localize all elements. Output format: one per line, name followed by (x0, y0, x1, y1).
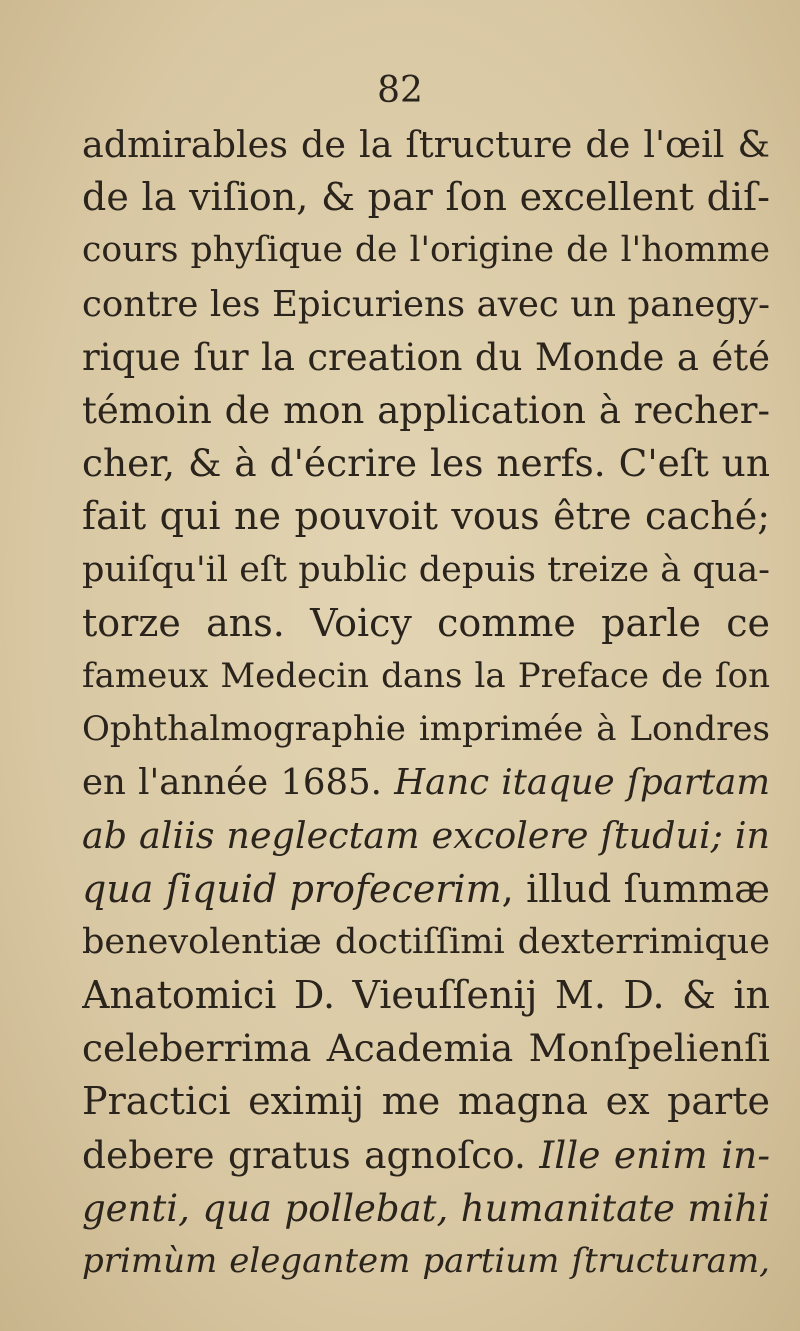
text-line (82, 756, 770, 809)
italic-text-segment: primùm elegantem partium ſtructuram, (82, 1240, 770, 1281)
text-segment: torze ans. Voicy comme parle ce (82, 600, 770, 645)
text-line (82, 1235, 770, 1288)
text-segment: admirables de la ſtructure de l'œil & (82, 123, 770, 166)
body-text (82, 118, 770, 1288)
text-line (82, 650, 770, 703)
text-segment: debere gratus agnoſco. (82, 1132, 540, 1177)
text-segment: Ophthalmographie imprimée à Londres (82, 709, 770, 750)
text-line (82, 437, 770, 490)
text-line (82, 597, 770, 650)
text-segment: , illud ſummæ (501, 866, 770, 911)
text-segment: cher, & à d'écrire les nerfs. C'eſt un (82, 441, 770, 486)
text-segment: en l'année 1685. (82, 762, 395, 804)
text-line (82, 703, 770, 756)
text-line (82, 809, 770, 862)
page-number: 82 (377, 70, 423, 111)
italic-text-segment: Hanc itaque ſpartam (394, 762, 770, 804)
text-line (82, 916, 770, 969)
text-line (82, 278, 770, 331)
text-segment: benevolentiæ doctiſſimi dexterrimique (82, 921, 770, 962)
italic-text-segment: qua ſiquid profecerim (82, 866, 502, 911)
text-segment: témoin de mon application à recher- (82, 388, 770, 432)
text-line (82, 544, 770, 597)
text-segment: rique ſur la creation du Monde a été (82, 335, 770, 379)
text-line (82, 490, 770, 543)
text-segment: Practici eximij me magna ex parte (82, 1079, 770, 1124)
italic-text-segment: genti, qua pollebat, humanitate mihi (82, 1186, 770, 1230)
text-segment: cours phyſique de l'origine de l'homme (82, 230, 770, 271)
text-line (82, 1022, 770, 1075)
text-segment: fait qui ne pouvoit vous être caché; (82, 494, 770, 539)
text-line (82, 384, 770, 437)
text-segment: de la viſion, & par ſon excellent diſ- (82, 175, 770, 220)
text-line (82, 224, 770, 277)
text-line (82, 1182, 770, 1235)
italic-text-segment: ab aliis neglectam excolere ſtudui; in (82, 814, 770, 858)
text-line (82, 1129, 770, 1182)
text-line (82, 118, 770, 171)
text-line (82, 331, 770, 384)
text-segment: contre les Epicuriens avec un panegy- (82, 283, 770, 325)
text-line (82, 863, 770, 916)
text-segment: Anatomici D. Vieuſſenij M. D. & in (82, 973, 770, 1017)
italic-text-segment: Ille enim in- (539, 1132, 770, 1177)
text-line (82, 1075, 770, 1128)
text-segment: fameux Medecin dans la Preface de ſon (82, 655, 770, 696)
text-line (82, 969, 770, 1022)
text-line (82, 171, 770, 224)
text-segment: puiſqu'il eſt public depuis treize à qua- (82, 549, 770, 590)
text-segment: celeberrima Academia Monſpelienſi (82, 1026, 770, 1071)
